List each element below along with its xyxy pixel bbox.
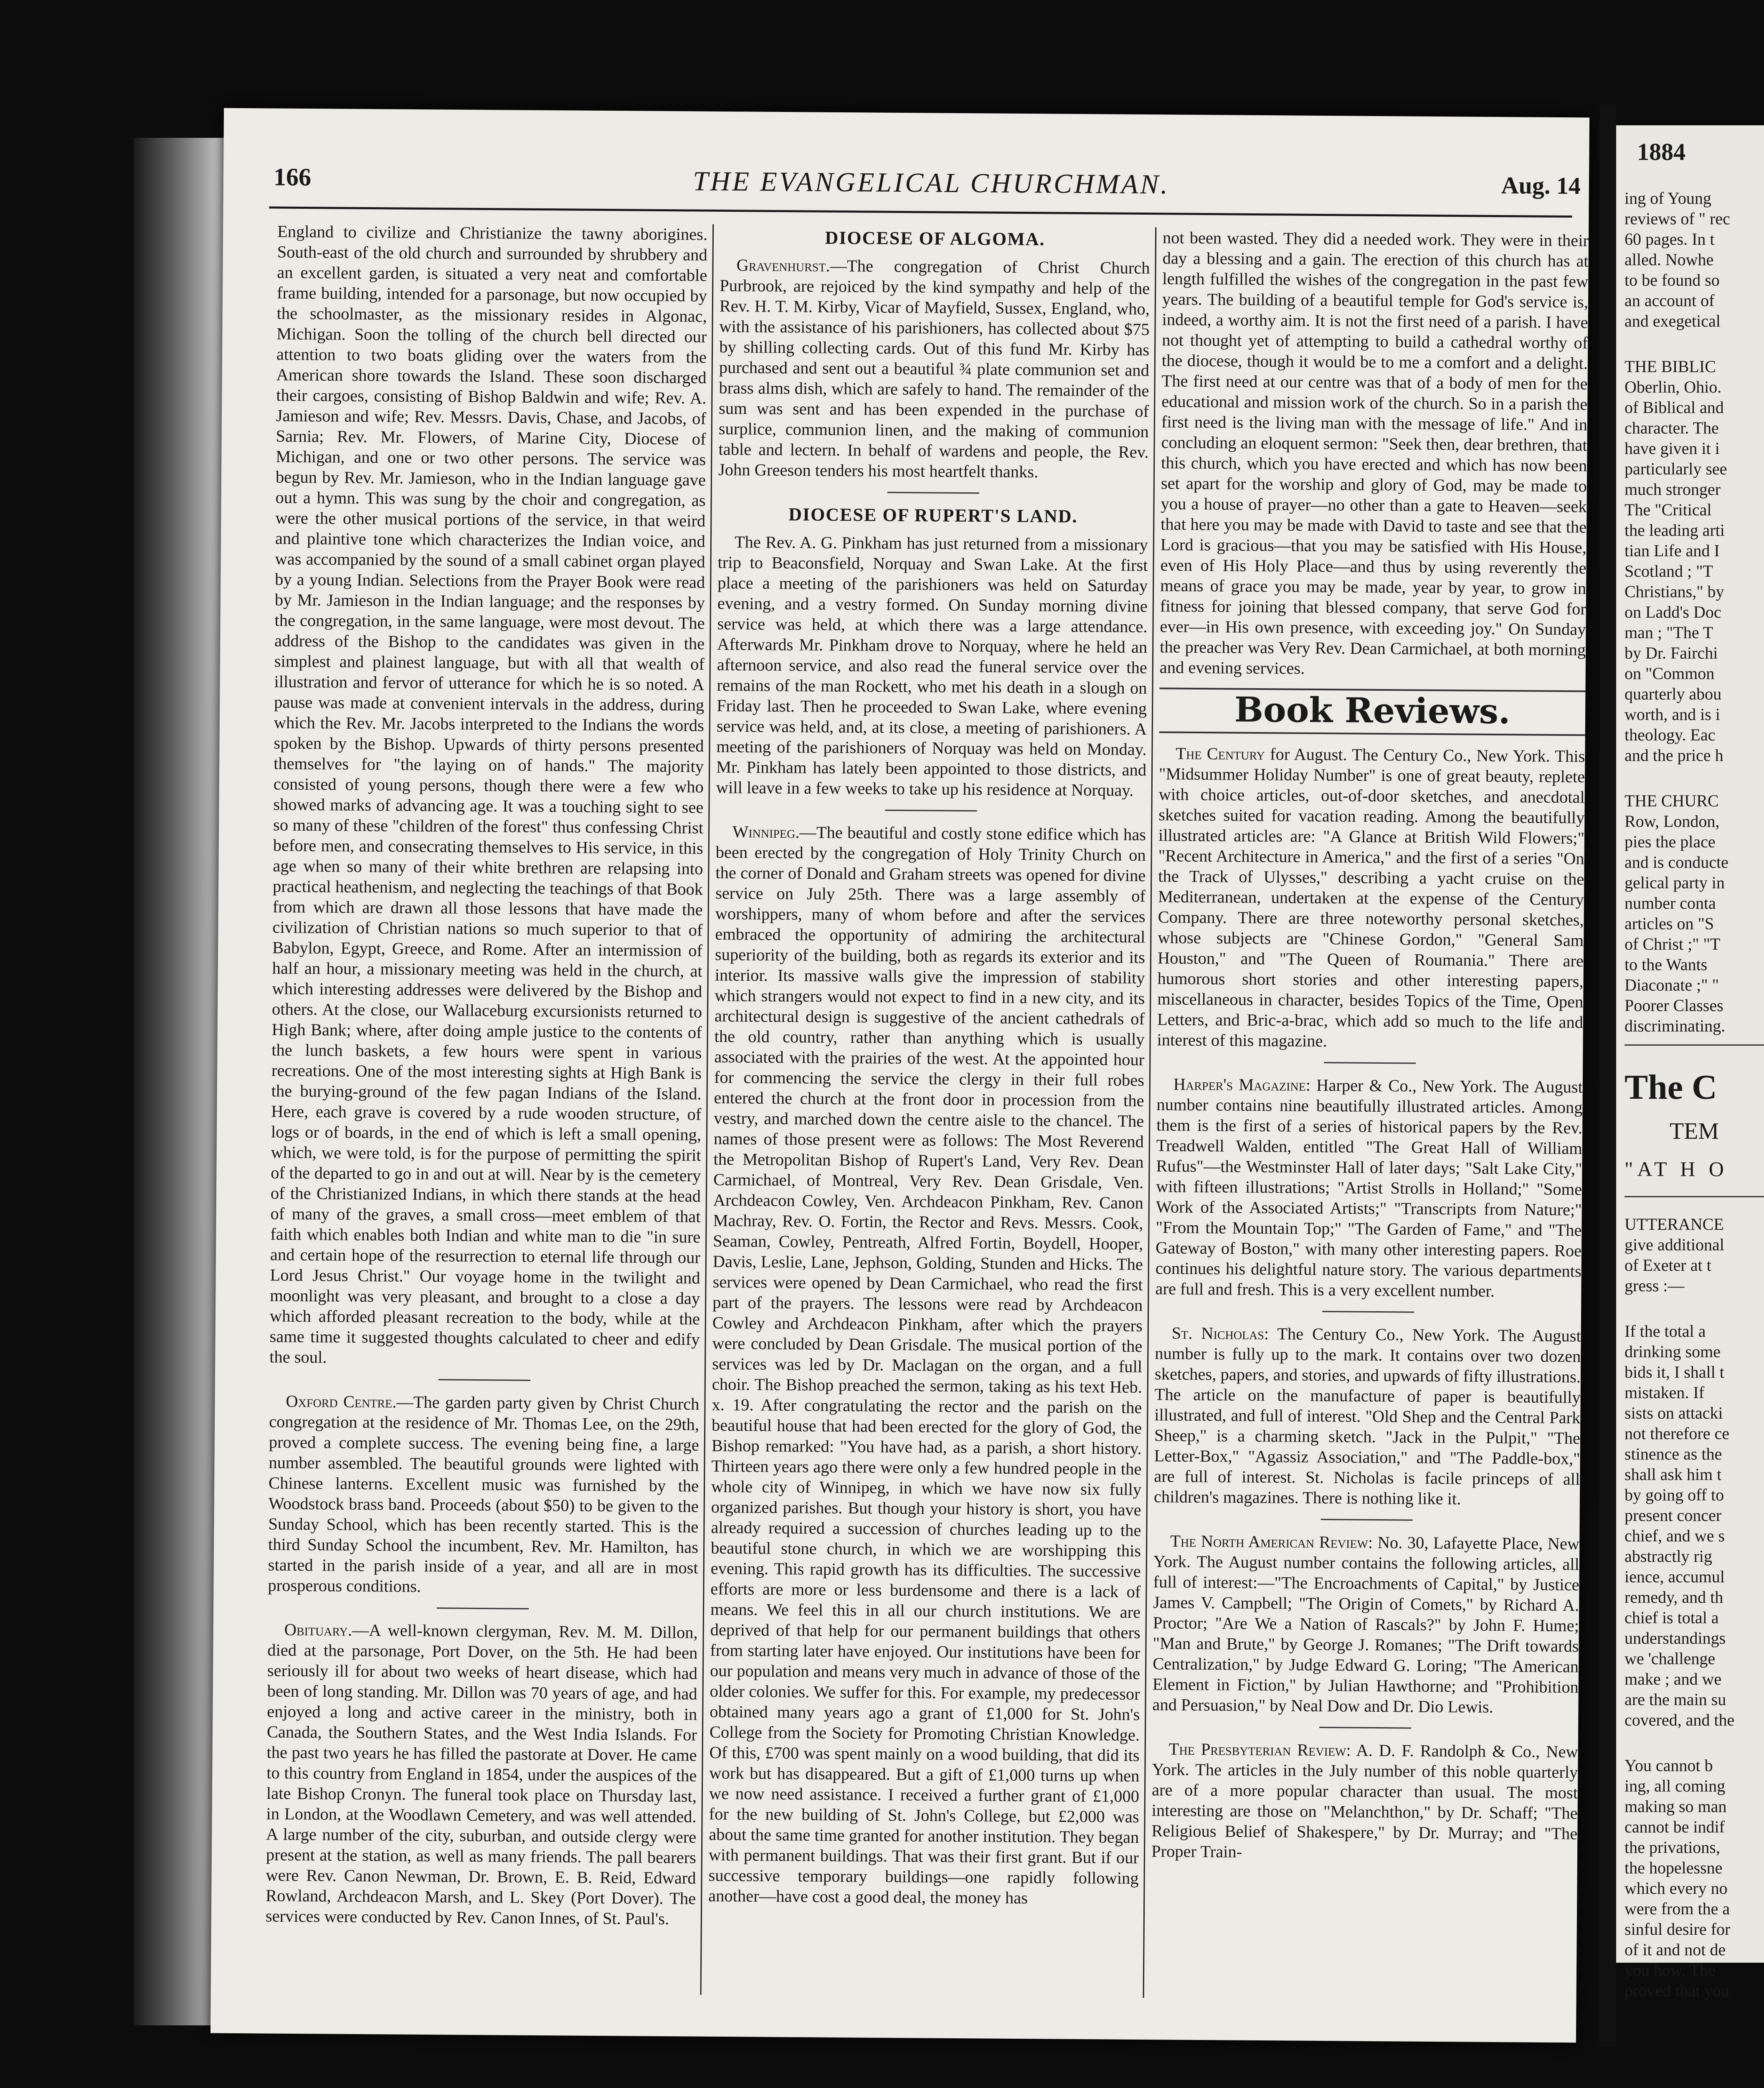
item-lead: Gravenhurst.: [736, 256, 830, 275]
section-rule: [1625, 1196, 1764, 1214]
column-1: [265, 221, 708, 1995]
text-line: THE BIBLIC: [1625, 357, 1716, 376]
item-body: —The beautiful and costly stone edifice which has been erected by the congregation of Holy Trinity Church on the corner of Donald and Graham streets was opened for divine service on July 25th. There was a large assembly of worshippers, many of whom before and after the services embraced the opportunity of admiring the architectural superiority of the building, both as regards its exterior and its interior. Its massive walls give the impression of stability which strangers would not expect to find in a new city, and its architectural design is suggestive of the ancient cathedrals of the old country, rather than anything which is usually associated with the prairies of the west. At the appointed hour for commencing the service the clergy in their full robes entered the church at the front door in procession from the vestry, and marched down the centre aisle to the chancel. The names of those present were as follows: The Most Reverend the Metropolitan Bishop of Rupert's Land, Very Rev. Dean Carmichael, of Montreal, Very Rev. Dean Grisdale, Ven. Archdeacon Cowley, Ven. Archdeacon Pinkham, Rev. Canon Machray, Rev. O. Fortin, the Rector and Revs. Messrs. Cook, Seaman, Cowley, Pentreath, Alfred Fortin, Boydell, Hooper, Davis, Leslie, Lane, Jephson, Golding, Stunden and Hicks. The services were opened by Dean Carmichael, who read the first part of the prayers. The lessons were read by Archdeacon Cowley and Archdeacon Pinkham, after which the prayers were concluded by Dean Grisdale. The musical portion of the services was led by Dr. Maclagan on the organ, and a full choir. The Bishop preached the sermon, taking as his text Heb. x. 19. After congratulating the rector and the parish on the beautiful house that had been erected for the glory of God, the Bishop remarked: "You have had, as a parish, a short history. Thirteen years ago there were only a few hundred people in the whole city of Winnipeg, in which we have now six fully organized parishes. But though your history is short, you have already required a succession of churches leading up to the beautiful stone church, in which we are worshipping this evening. This rapid growth has its difficulties. The successive efforts are more or less burdensome and there is a lack of means. We feel this in all our church institutions. We are deprived of that help for our permanent buildings that others from starting later have enjoyed. Our institutions have been for our population and means very much in advance of those of the older colonies. We suffer for this. For example, my predecessor obtained many years ago a grant of £1,000 for St. John's College from the Society for Promoting Christian Knowledge. Of this, £700 was spent mainly on a wood building, that did its work but has disappeared. But a gift of £1,000 turns up when we now need assistance. I received a further grant of £1,000 for the new building of St. John's College, but £2,000 was about the same time granted for another institution. They began with permanent buildings. That was their first grant. But if our successive temporary buildings—one rapidly following another—have cost a good deal, the money has: [708, 823, 1146, 1908]
text-line: Scotland ; "T: [1625, 562, 1713, 580]
gravenhurst-item: [718, 255, 1150, 483]
text-line: by Dr. Fairchi: [1625, 644, 1718, 662]
oxford-centre-item: [268, 1391, 699, 1598]
text-line: to the Wants: [1625, 955, 1708, 974]
column-3: [1151, 227, 1589, 2001]
text-line: of Biblical and: [1625, 398, 1724, 417]
subheading-fragment: "AT H O: [1625, 1157, 1728, 1181]
text-line: alled. Nowhe: [1625, 250, 1714, 269]
text-line: on "Common: [1625, 664, 1715, 683]
text-line: we 'challenge: [1625, 1649, 1716, 1668]
text-line: proved that you: [1625, 1981, 1730, 2000]
item-body: —The garden party given by Christ Church congregation at the residence of Mr. Thomas Lee, on the 29th, proved a complete success. The evening being fine, a large number assembled. The beautiful grounds were lighted with Chinese lanterns. Excellent music was furnished by the Woodstock brass band. Proceeds (about $50) to be given to the Sunday School, which has been recently started. This is the third Sunday School the incumbent, Rev. Mr. Hamilton, has started in the parish inside of a year, and all are in most prosperous conditions.: [268, 1392, 700, 1596]
text-line: covered, and the: [1625, 1710, 1735, 1729]
separator: [885, 810, 977, 812]
text-line: Diaconate ;" ": [1625, 976, 1719, 994]
review-title: The Presbyterian Review: [1168, 1739, 1346, 1760]
text-line: ience, accumul: [1625, 1567, 1725, 1586]
separator: [438, 1379, 530, 1381]
text-line: understandings: [1625, 1629, 1726, 1647]
separator: [1319, 1727, 1411, 1729]
text-line: articles on "S: [1625, 914, 1714, 933]
text-line: mistaken. If: [1625, 1383, 1705, 1402]
text-line: remedy, and th: [1625, 1588, 1723, 1607]
text-line: number conta: [1625, 894, 1716, 912]
section-rule: [1159, 731, 1585, 736]
text-line: which every no: [1625, 1879, 1728, 1898]
text-line: quarterly abou: [1625, 684, 1722, 703]
text-line: reviews of " rec: [1625, 209, 1730, 228]
text-line: much stronger: [1625, 480, 1721, 499]
spacer: [1625, 1296, 1764, 1321]
issue-date: Aug. 14: [1501, 172, 1581, 200]
review-title: St. Nicholas: [1171, 1323, 1265, 1343]
text-line: you how. The: [1625, 1961, 1716, 1979]
text-line: Oberlin, Ohio.: [1625, 378, 1722, 396]
text-line: chief, and we s: [1625, 1526, 1725, 1545]
text-line: and exegetical: [1625, 312, 1721, 330]
text-line: stinence as the: [1625, 1444, 1722, 1463]
text-line: present concer: [1625, 1506, 1722, 1525]
facing-page: [1616, 125, 1764, 2000]
separator: [1324, 1062, 1416, 1064]
text-line: If the total a: [1625, 1322, 1706, 1340]
text-line: worth, and is i: [1625, 705, 1720, 724]
text-line: discriminating.: [1625, 1016, 1726, 1035]
article-paragraph: England to civilize and Christianize the tawny aborigines. South-east of the old church and surrounded by shrubbery and an excellent garden, is situated a very neat and comfortable frame building, intended for a parsonage, but now occupied by the schoolmaster, as the missionary resides in Algonac, Michigan. Soon the tolling of the church bell directed our attention to two boats gliding over the waters from the American shore towards the Island. These soon discharged their cargoes, consisting of Bishop Baldwin and wife; Rev. A. Jamieson and wife; Rev. Messrs. Davis, Chase, and Jacobs, of Sarnia; Rev. Mr. Flowers, of Marine City, Diocese of Michigan, and one or two other persons. The service was begun by Rev. Mr. Jamieson, who in the Indian language gave out a hymn. This was sung by the choir and congregation, as were the other musical portions of the service, in that weird and plaintive tone which characterizes the Indian voice, and was accompanied by the sound of a small cabinet organ played by a young Indian. Selections from the Prayer Book were read by Mr. Jamieson in the Indian language; and the responses by the congregation, in the same language, were most devout. The address of the Bishop to the candidates was given in the simplest and plainest language, but with all that wealth of illustration and fervor of utterance for which he is so noted. A pause was made at convenient intervals in the address, during which the Rev. Mr. Jacobs interpreted to the Indians the words spoken by the Bishop. Upwards of thirty persons presented themselves for "the laying on of hands." The majority consisted of young persons, though there were a few who showed marks of advancing age. It was a touching sight to see so many of these "children of the forest" thus confessing Christ before men, and consecrating themselves to His service, in this age when so many of their white brethren are relapsing into practical heathenism, and neglecting the teachings of that Book from which are drawn all those lessons that have made the civilization of Christian nations so much superior to that of Babylon, Egypt, Greece, and Rome. After an intermission of half an hour, a missionary meeting was held in the church, at which interesting addresses were delivered by the Bishop and others. At the close, our Wallaceburg excursionists returned to High Bank; where, after doing ample justice to the contents of the lunch baskets, a few hours were spent in various recreations. One of the most interesting sights at High Bank is the burying-ground of the few pagan Indians of the Island. Here, each grave is covered by a rude wooden structure, of logs or of boards, in the end of which is left a small opening, which, we were told, is for the purpose of permitting the spirit of the departed to go in and out at will. Near by is the cemetery of the Christianized Indians, in which there stands at the head of many of the graves, a small cross—meet emblem of that faith which enables both Indian and white man to die "in sure and certain hope of the resurrection to eternal life through our Lord Jesus Christ." Our voyage home in the twilight and moonlight was very pleasant, and brought to a close a day which afforded pleasant recreation to the body, while at the same time it suggested thoughts calculated to cheer and edify the soul.: [269, 222, 708, 1367]
text-line: ing of Young: [1625, 189, 1711, 208]
spacer: [1625, 765, 1764, 791]
review-item: [1152, 1531, 1579, 1718]
text-line: 60 pages. In t: [1625, 230, 1715, 248]
text-line: on Ladd's Doc: [1625, 603, 1721, 621]
text-line: UTTERANCE: [1625, 1215, 1724, 1234]
masthead-fragment: The C: [1625, 1068, 1717, 1107]
text-line: The "Critical: [1625, 500, 1712, 519]
book-page-edge: [134, 138, 226, 2025]
text-line: tian Life and I: [1625, 541, 1720, 560]
separator: [887, 492, 979, 494]
text-line: abstractly rig: [1625, 1547, 1712, 1566]
separator: [1321, 1519, 1413, 1521]
text-line: making so man: [1625, 1797, 1727, 1816]
text-line: make ; and we: [1625, 1670, 1722, 1688]
item-body: —A well-known clergyman, Rev. M. M. Dillon, died at the parsonage, Port Dover, on the 5th. He had been seriously ill for about two weeks of heart disease, which had been of long standing. Mr. Dillon was 70 years of age, and had enjoyed a long and active career in the ministry, both in Canada, the Southern States, and the West India Islands. For the past two years he has filled the pastorate at Dover. He came to this country from England in 1854, under the auspices of the late Bishop Cronyn. The funeral took place on Thursday last, in London, at the Woodlawn Cemetery, and was well attended. A large number of the city, suburban, and outside clergy were present at the station, as well as many friends. The pall bearers were Rev. Canon Newman, Dr. Brown, E. B. Reid, Edward Rowland, Archdeacon Marsh, and L. Skey (Port Dover). The services were conducted by Rev. Canon Innes, of St. Paul's.: [265, 1620, 698, 1928]
text-line: by going off to: [1625, 1485, 1724, 1504]
review-item: [1155, 1074, 1583, 1302]
text-line: bids it, I shall t: [1625, 1363, 1724, 1381]
section-heading: DIOCESE OF RUPERT'S LAND.: [788, 504, 1078, 527]
book-reviews-heading: Book Reviews.: [1234, 689, 1511, 732]
review-body: : A. D. F. Randolph & Co., New York. The articles in the July number of this noble quarterly are of a more popular character than usual. The most interesting are those on "Melanchthon," by Dr. Schaff; "The Religious Belief of Shakespere," by Dr. Murray; and "The Proper Train-: [1151, 1741, 1578, 1861]
item-lead: Obituary.: [284, 1620, 352, 1639]
text-line: and the price h: [1625, 746, 1723, 765]
facing-page-date: 1884: [1637, 138, 1685, 165]
review-body: for August. The Century Co., New York. This "Midsummer Holiday Number" is one of great beauty, replete with choice articles, out-of-door sketches, and anecdotal sketches suited for vacation reading. Among the beautifully illustrated articles are: "A Glance at British Wild Flowers;" "Recent Architecture in America," and the first of a series "On the Track of Ulysses," describing a yacht cruise on the Mediterranean, undertaken at the expense of the Century Company. There are three noteworthy personal sketches, whose subjects are "Chinese Gordon," "General Sam Houston," and "The Queen of Roumania." There are humorous short stories and other interesting papers, miscellaneous in character, besides Topics of the Time, Open Letters, and Bric-a-brac, which add so much to the life and interest of this magazine.: [1157, 745, 1585, 1051]
text-line: ing, all coming: [1625, 1776, 1726, 1795]
review-body: : No. 30, Lafayette Place, New York. The August number contains the following articles, all full of interest:—"The Encroachments of Capital," by Justice James V. Campbell; "The Origin of Comets," by Richard A. Proctor; "Are We a Nation of Rascals?" by John F. Hume; "Man and Brute," by George J. Romanes; "The Drift towards Centralization," by Judge Edward G. Loring; "The American Element in Fiction," by Julian Hawthorne; and "Prohibition and Persuasion," by Neal Dow and Dr. Dio Lewis.: [1152, 1533, 1580, 1716]
text-line: sists on attacki: [1625, 1404, 1723, 1422]
newspaper-title: THE EVANGELICAL CHURCHMAN.: [692, 166, 1170, 200]
review-item: [1154, 1323, 1581, 1510]
text-line: the privations,: [1625, 1838, 1720, 1857]
text-line: an account of: [1625, 291, 1715, 310]
text-line: Christians," by: [1625, 582, 1724, 601]
heading-fragment: TEM: [1669, 1118, 1719, 1144]
text-line: drinking some: [1625, 1342, 1721, 1361]
text-line: of Christ ;" "T: [1625, 935, 1721, 953]
separator: [437, 1607, 529, 1609]
text-line: sinful desire for: [1625, 1920, 1731, 1938]
page-number: 166: [273, 163, 312, 191]
review-body: : The Century Co., New York. The August number is fully up to the mark. It contains over two dozen sketches, papers, and stories, and upwards of fifty illustrations. The article on the manufacture of paper is beautifully illustrated, and full of interest. "Old Shep and the Central Park Sheep," is a charming sketch. "Jack in the Pulpit," "The Letter-Box," "Agassiz Association," and "The Paddle-box," are full of interest. St. Nicholas is facile princeps of all children's magazines. There is nothing like it.: [1153, 1324, 1581, 1508]
text-line: theology. Eac: [1625, 725, 1716, 744]
column-2: [708, 224, 1151, 1998]
text-line: gelical party in: [1625, 873, 1725, 892]
text-line: man ; "The T: [1625, 623, 1713, 642]
review-title: The North American Review: [1170, 1531, 1369, 1552]
text-line: Row, London,: [1625, 812, 1720, 831]
text-line: gress :—: [1625, 1276, 1685, 1295]
text-line: chief is total a: [1625, 1608, 1719, 1627]
text-line: were from the a: [1625, 1899, 1730, 1918]
text-line: character. The: [1625, 418, 1719, 437]
winnipeg-item: [708, 821, 1146, 1909]
section-heading: DIOCESE OF ALGOMA.: [825, 227, 1045, 250]
review-body: : Harper & Co., New York. The August number contains nine beautifully illustrated articles. Among them is the first of a series of historical papers by the Rev. Treadwell Walden, entitled "The Great Hall of William Rufus"—the Westminster Hall of later days; "Salt Lake City," with fifteen illustrations; "Artist Strolls in Holland;" "Some Work of the Associated Artists;" "Transcripts from Nature;" "From the Mountain Top;" "The Garden of Fame," and "The Gateway of Boston," with many other interesting papers. Roe continues his delightful nature story. The various departments are full and fresh. This is a very excellent number.: [1155, 1075, 1583, 1300]
text-line: You cannot b: [1625, 1756, 1713, 1775]
section-rule: [1625, 1044, 1764, 1062]
review-title: The Century: [1176, 744, 1265, 764]
review-title: Harper's Magazine: [1173, 1074, 1306, 1095]
facing-page-text: [1625, 188, 1764, 2001]
spacer: [1625, 1730, 1764, 1755]
review-item: [1157, 743, 1585, 1053]
gutter-shadow: [1599, 104, 1616, 2046]
text-line: to be found so: [1625, 271, 1720, 289]
item-body: —The congregation of Christ Church Purbrook, are rejoiced by the kind sympathy and help of the Rev. H. T. M. Kirby, Vicar of Mayfield, Sussex, England, who, with the assistance of his parishioners, has collected about $75 by shilling collecting cards. Out of this fund Mr. Kirby has purchased and sent out a beautiful ¾ plate communion set and brass alms dish, which are safely to hand. The remainder of the sum was sent and has been expended in the purchase of surplice, communion linen, and the making of communion table and lectern. In behalf of wardens and people, the Rev. John Greeson tenders his most heartfelt thanks.: [718, 256, 1150, 481]
text-line: and is conducte: [1625, 853, 1729, 872]
review-item: [1151, 1738, 1578, 1864]
obituary-item: [266, 1619, 698, 1929]
spacer: [1625, 331, 1764, 356]
separator: [1322, 1311, 1414, 1313]
text-line: are the main su: [1625, 1690, 1726, 1709]
article-paragraph: not been wasted. They did a needed work. They were in their day a blessing and a gain. The erection of this church has at length fulfilled the wishes of the congregation in the past few years. The building of a beautiful temple for God's service is, indeed, a worthy aim. It is not the first need of a parish. I have not thought yet of attempting to build a cathedral worthy of the diocese, though it would be to me a comfort and a delight. The first need at our centre was that of a body of men for the educational and mission work of the church. So in a parish the first need is the living man with the message of life." And in concluding an eloquent sermon: "Seek then, dear brethren, that this church, which you have erected and which has now been set apart for the worship and glory of God, may be made to you a house of prayer—no other than a gate to Heaven—seek that here you may be made with David to taste and see that the Lord is gracious—that you may be satisfied with His House, even of His Holy Place—and thus by using reverently the means of grace you may be made, year by year, to grow in fitness for joining that blessed company, that serve God for ever—in His own presence, with exceeding joy." On Sunday the preacher was Very Rev. Dean Carmichael, at both morning and evening services.: [1159, 228, 1589, 678]
text-line: Poorer Classes: [1625, 996, 1723, 1015]
text-line: not therefore ce: [1625, 1424, 1729, 1443]
text-line: the leading arti: [1625, 521, 1725, 540]
text-line: particularly see: [1625, 459, 1727, 478]
text-line: the hopelessne: [1625, 1858, 1723, 1877]
item-lead: Oxford Centre.: [286, 1391, 397, 1411]
text-line: shall ask him t: [1625, 1465, 1722, 1484]
newspaper-page: [210, 108, 1589, 2043]
text-line: cannot be indif: [1625, 1817, 1725, 1836]
article-paragraph: The Rev. A. G. Pinkham has just returned from a missionary trip to Beaconsfield, Norquay and Swan Lake. At the first place a meeting of the parishioners was held on Saturday evening, and a vestry formed. On Sunday morning divine service was held, at which there was a large attendance. Afterwards Mr. Pinkham drove to Norquay, where he held an afternoon service, and also read the funeral service over the remains of the man Rockett, who met his death in a slough on Friday last. Then he proceeded to Swan Lake, where evening service was held, and, at its close, a meeting of parishioners. A meeting of the parishioners of Norquay was held on Monday. Mr. Pinkham has lately been appointed to those districts, and will leave in a few weeks to take up his residence at Norquay.: [716, 532, 1148, 800]
text-line: have given it i: [1625, 439, 1720, 458]
item-lead: Winnipeg.: [732, 822, 800, 842]
text-line: pies the place: [1625, 832, 1716, 851]
text-line: of it and not de: [1625, 1940, 1726, 1959]
text-line: give additional: [1625, 1235, 1724, 1254]
text-line: THE CHURC: [1625, 791, 1719, 810]
text-line: of Exeter at t: [1625, 1256, 1711, 1275]
